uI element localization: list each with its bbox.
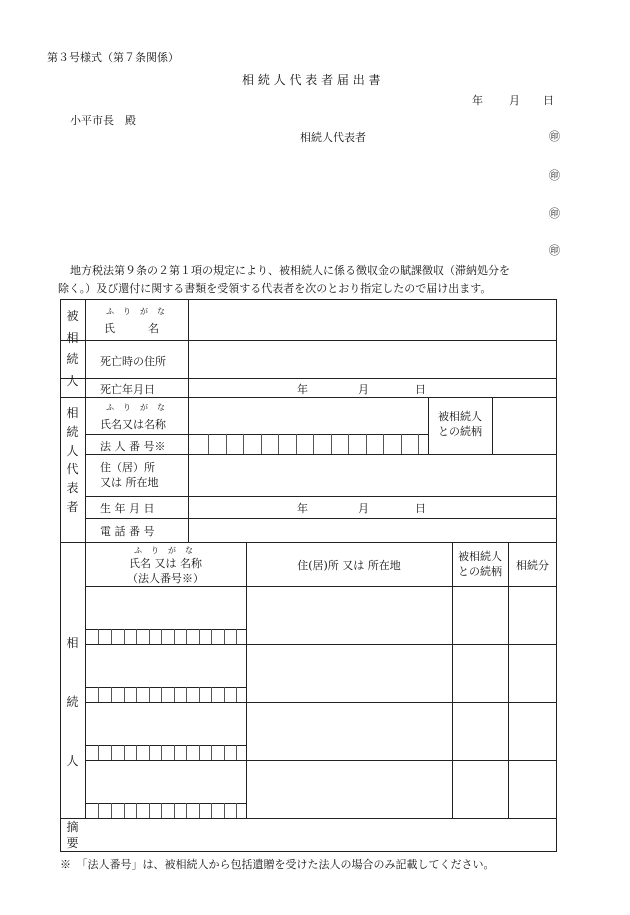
rep-birth-label: 生 年 月 日 <box>100 502 155 515</box>
seal-mark: ㊞ <box>549 130 560 143</box>
date-month: 月 <box>509 94 520 107</box>
death-date-month: 月 <box>358 383 369 396</box>
heirs-group-label: 相 続 人 <box>66 636 79 768</box>
heir-share-header: 相続分 <box>516 559 549 572</box>
date-year: 年 <box>472 94 483 107</box>
birth-day: 日 <box>415 502 426 515</box>
decedent-furigana: ふりがな <box>106 307 174 316</box>
rep-name-label: 氏名又は名称 <box>100 418 166 431</box>
rep-group-label: 相 続 人 代 表 者 <box>66 405 79 515</box>
rep-phone-label: 電 話 番 号 <box>100 525 155 538</box>
rep-relation-label: 被相続人 との続柄 <box>438 410 482 438</box>
heir-furigana: ふりがな <box>134 546 202 555</box>
representative-label: 相続人代表者 <box>300 131 366 144</box>
page-title: 相 続 人 代 表 者 届 出 書 <box>242 73 381 87</box>
death-date-year: 年 <box>297 383 308 396</box>
date-day: 日 <box>543 94 554 107</box>
remarks-label: 摘 要 <box>66 820 79 850</box>
heir-address-header: 住(居)所 又は 所在地 <box>297 559 401 572</box>
decedent-name-label: 氏 名 <box>104 322 159 335</box>
rep-corp-number-label: 法 人 番 号※ <box>100 440 166 453</box>
decedent-death-date-label: 死亡年月日 <box>100 383 155 396</box>
seal-mark: ㊞ <box>549 169 560 182</box>
form-number: 第３号様式（第７条関係） <box>47 51 179 64</box>
death-date-day: 日 <box>415 383 426 396</box>
footnote: ※ 「法人番号」は、被相続人から包括遺贈を受けた法人の場合のみ記載してください。 <box>60 858 495 871</box>
rep-address-label: 住（居）所 又は 所在地 <box>100 461 159 489</box>
rep-furigana: ふりがな <box>106 403 174 412</box>
heir-name-header: 氏名 又は 名称 （法人番号※） <box>127 557 204 585</box>
decedent-group-label: 被 相 続 人 <box>66 308 79 389</box>
seal-mark: ㊞ <box>549 207 560 220</box>
birth-year: 年 <box>297 502 308 515</box>
seal-mark: ㊞ <box>549 244 560 257</box>
body-text-line-1: 地方税法第９条の２第１項の規定により、被相続人に係る徴収金の賦課徴収（滞納処分を <box>70 264 510 277</box>
addressee: 小平市長 殿 <box>70 114 136 127</box>
decedent-address-label: 死亡時の住所 <box>100 355 166 368</box>
heir-relation-header: 被相続人 との続柄 <box>458 550 502 578</box>
birth-month: 月 <box>358 502 369 515</box>
body-text-line-2: 除く。）及び還付に関する書類を受領する代表者を次のとおり指定したので届け出ます。 <box>58 282 492 295</box>
